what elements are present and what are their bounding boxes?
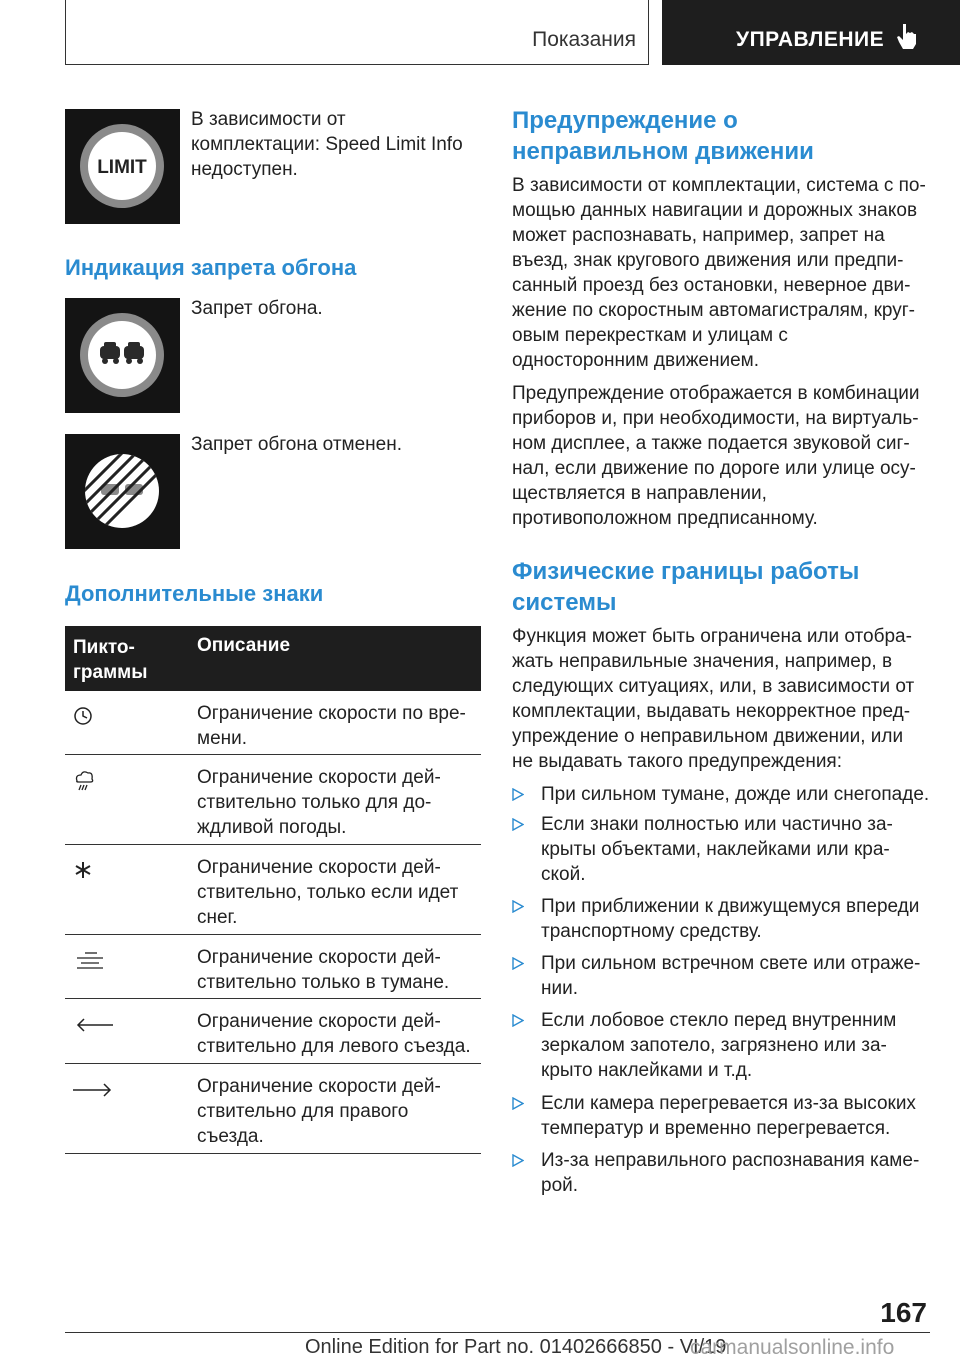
text-line: Ограничение скорости по вре- [197, 703, 466, 724]
snowflake-icon [73, 859, 109, 883]
column-header-description: Описание [197, 635, 291, 656]
text-line: овым перекресткам и улицам с [512, 325, 788, 346]
text-line: Ограничение скорости дей- [197, 767, 441, 788]
table-header [65, 626, 481, 691]
limit-label: LIMIT [97, 157, 147, 178]
text-line: Ограничение скорости дей- [197, 1011, 441, 1032]
text-line: При приближении к движущемуся впереди [541, 896, 920, 917]
chapter-tab [662, 0, 960, 65]
text-line: следующих ситуациях, или, в зависимости от [512, 676, 915, 697]
text-line: ствительно, только если идет [197, 882, 459, 903]
text-line: ществляется в направлении, [512, 483, 767, 504]
row-description [197, 765, 481, 840]
header-line: Пикто- [73, 637, 135, 658]
text-line: мощью данных навигации и дорожных знаков [512, 200, 918, 221]
bullet-triangle-icon [512, 1154, 524, 1167]
section-title: Показания [532, 28, 636, 51]
text-line: крыто наклейками и т.д. [541, 1060, 753, 1081]
limit-description [191, 107, 463, 182]
section-heading-additional-signs: Дополнительные знаки [65, 581, 324, 606]
section-heading-wrong-way [512, 105, 932, 167]
text-line: въезд, знак кругового движения или предпи- [512, 250, 904, 271]
text-line: Ограничение скорости дей- [197, 1076, 441, 1097]
table-row [65, 755, 481, 845]
heading-line: неправильном движении [512, 138, 814, 165]
heading-line: Предупреждение о [512, 107, 738, 134]
text-line: ном дисплее, а также подается звуковой сиг- [512, 433, 910, 454]
text-line: зеркалом запотело, загрязнено или за- [541, 1035, 887, 1056]
table-row [65, 999, 481, 1064]
chapter-tab-label: УПРАВЛЕНИЕ [736, 28, 885, 51]
no-overtaking-text: Запрет обгона. [191, 298, 323, 319]
text-line: рой. [541, 1175, 579, 1196]
fog-icon [73, 949, 109, 973]
text-line: мени. [197, 728, 248, 749]
text-line: жение по скоростным автомагистралям, круг- [512, 300, 916, 321]
text-line: упреждение о неправильном движении, или [512, 726, 904, 747]
end-of-no-overtaking-pictogram [65, 434, 180, 549]
text-line: не выдавать такого предупреждения: [512, 751, 842, 772]
text-line: При сильном тумане, дожде или снегопаде. [541, 784, 930, 805]
row-description [197, 945, 481, 995]
row-description [197, 701, 481, 751]
text-line: снег. [197, 907, 238, 928]
text-line: нии. [541, 978, 578, 999]
table-row [65, 935, 481, 999]
row-description [197, 855, 481, 930]
header-line: граммы [73, 662, 148, 683]
text-line: Если камера перегревается из-за высоких [541, 1093, 916, 1114]
heading-line: Физические границы работы [512, 558, 860, 585]
warning-display-description [512, 381, 932, 531]
bullet-triangle-icon [512, 818, 524, 831]
arrow-left-icon [73, 1013, 113, 1037]
text-line: При сильном встречном свете или отраже- [541, 953, 921, 974]
text-line: ствительно для левого съезда. [197, 1036, 471, 1057]
text-line: ствительно только в тумане. [197, 972, 450, 993]
text-line: транспортному средству. [541, 921, 762, 942]
text-line: съезда. [197, 1126, 264, 1147]
edition-footer: Online Edition for Part no. 01402666850 - VI/19 [305, 1336, 727, 1358]
table-row [65, 845, 481, 935]
bullet-triangle-icon [512, 957, 524, 970]
table-row [65, 691, 481, 755]
text-line: может распознавать, например, запрет на [512, 225, 885, 246]
text-line: В зависимости от комплектации, система с по- [512, 175, 926, 196]
text-line: ствительно только для до- [197, 792, 432, 813]
text-line: противоположном предписанному. [512, 508, 818, 529]
text-line: односторонним движением. [512, 350, 760, 371]
text-line: комплектации: Speed Limit Info [191, 134, 463, 155]
row-description [197, 1009, 481, 1059]
bullet-triangle-icon [512, 1097, 524, 1110]
clock-icon [73, 705, 109, 729]
system-limits-intro [512, 624, 932, 774]
no-overtaking-pictogram [65, 298, 180, 413]
table-row [65, 1064, 481, 1154]
text-line: В зависимости от [191, 109, 346, 130]
hand-pointer-icon [894, 22, 920, 50]
text-line: Ограничение скорости дей- [197, 947, 441, 968]
text-line: комплектации, выдавать некорректное пред- [512, 701, 911, 722]
text-line: Если лобовое стекло перед внутренним [541, 1010, 897, 1031]
text-line: жать неправильные значения, например, в [512, 651, 893, 672]
text-line: температур и временно перегревается. [541, 1118, 891, 1139]
page-number: 167 [880, 1297, 927, 1328]
text-line: санный проезд без остановки, неверное дви- [512, 275, 911, 296]
section-heading-system-limits [512, 556, 932, 618]
text-line: Функция может быть ограничена или отобра- [512, 626, 912, 647]
watermark: carmanualsonline.info [690, 1336, 895, 1359]
bullet-triangle-icon [512, 900, 524, 913]
footer-divider [65, 1332, 930, 1333]
speed-limit-info-unavailable-pictogram [65, 109, 180, 224]
text-line: Из-за неправильного распознавания каме- [541, 1150, 920, 1171]
text-line: Если знаки полностью или частично за- [541, 814, 893, 835]
section-heading-overtaking: Индикация запрета обгона [65, 255, 357, 280]
text-line: крыты объектами, наклейками или кра- [541, 839, 890, 860]
header-divider [648, 0, 649, 65]
text-line: ждливой погоды. [197, 817, 347, 838]
column-header-pictograms [73, 635, 173, 685]
text-line: нал, если движение по дороге или улице осу- [512, 458, 916, 479]
text-line: Ограничение скорости дей- [197, 857, 441, 878]
header-divider [65, 0, 66, 65]
header-divider [65, 64, 649, 65]
arrow-right-icon [73, 1078, 113, 1102]
text-line: ствительно для правого [197, 1101, 409, 1122]
text-line: Предупреждение отображается в комбинации [512, 383, 920, 404]
bullet-triangle-icon [512, 788, 524, 801]
text-line: недоступен. [191, 159, 298, 180]
row-description [197, 1074, 481, 1149]
text-line: приборов и, при необходимости, на виртуаль- [512, 408, 919, 429]
wrong-way-description [512, 173, 932, 373]
additional-signs-table [65, 626, 481, 1154]
text-line: ской. [541, 864, 586, 885]
end-of-no-overtaking-text: Запрет обгона отменен. [191, 434, 402, 455]
heading-line: системы [512, 589, 617, 616]
bullet-triangle-icon [512, 1014, 524, 1027]
rain-cloud-icon [73, 769, 109, 793]
